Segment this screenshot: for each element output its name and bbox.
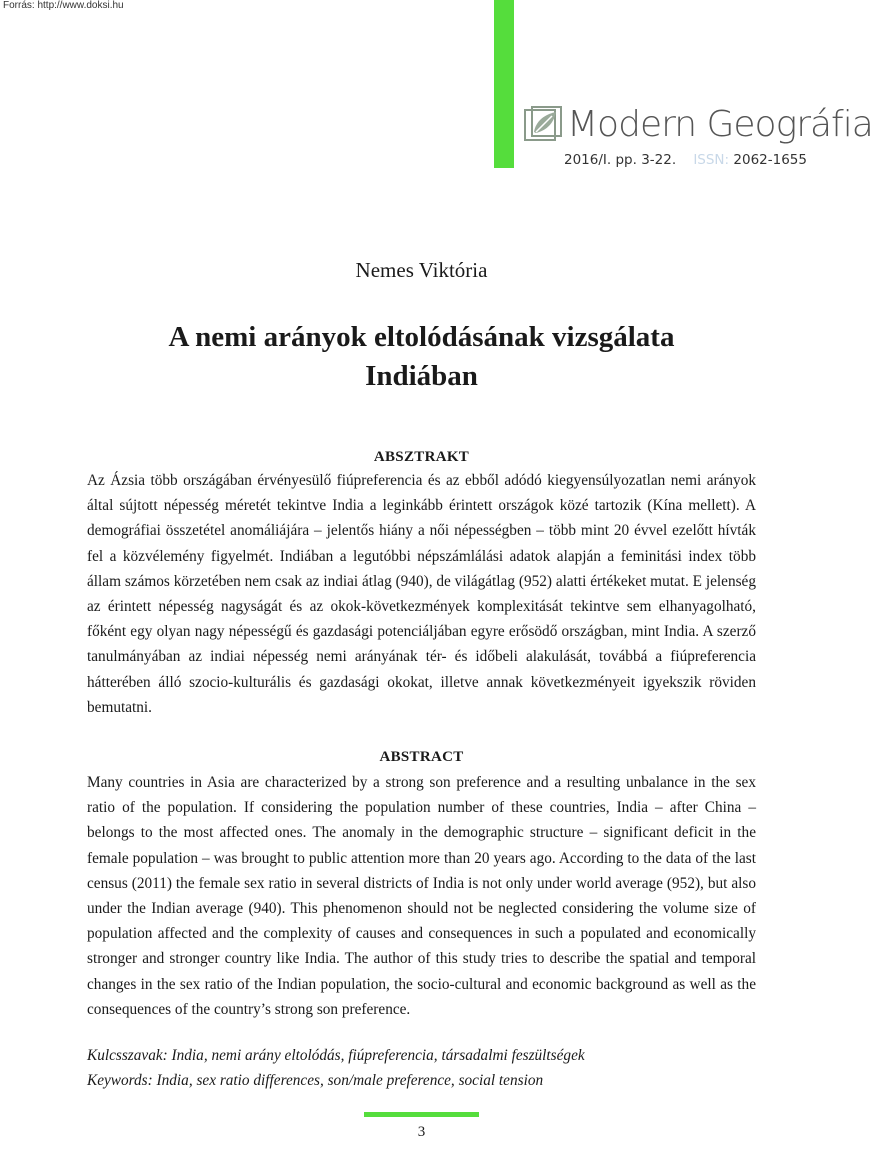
author-name: Nemes Viktória [355, 258, 488, 282]
abstract-hu-text: Az Ázsia több országában érvényesülő fiúpreferencia és az ebből adódó kiegyensúlyozatlan nemi arányok által sújtott népesség méretét tekintve India a leginkább érintett országok közé tartozik (Kína mellett). A demográfiai összetétel anomáliájára – jelentős hiány a női népességben – több mint 20 évvel ezelőtt hívták fel a közvélemény figyelmét. Indiában a legutóbbi népszámlálási adatok alapján a feminitási index több állam számos körzetében nem csak az indiai átlag (940), de világátlag (952) alatti értékeket mutat. E jelenség az érintett népesség nagyságát és az okok-következmények komplexitását tekintve sem elhanyagolható, főként egy olyan nagy népességű és gazdasági potenciáljában egyre erősödő országban, mint India. A szerző tanulmányában az indiai népesség nemi arányának tér- és időbeli alakulását, továbbá a fiúpreferencia hátterében álló szocio-kulturális és gazdasági okokat, illetve annak következményeit igyekszik röviden bemutatni. [87, 472, 756, 716]
header-accent-bar [494, 0, 514, 168]
keywords-hu: Kulcsszavak: India, nemi arány eltolódás, fiúpreferencia, társadalmi feszültségek [87, 1047, 585, 1064]
paper-title [0, 318, 843, 396]
journal-issue-info [564, 152, 807, 168]
journal-issue: 2016/I. pp. 3-22. [564, 152, 677, 168]
title-line-2: Indiában [365, 360, 478, 392]
abstract-en-text: Many countries in Asia are characterized by a strong son preference and a resulting unbalance in the sex ratio of the population. If considering the population number of these countries, India – after China – belongs to the most affected ones. The anomaly in the demographic structure – significant deficit in the female population – was brought to public attention more than 20 years ago. According to the data of the last census (2011) the female sex ratio in several districts of India is not only under world average (952), but also under the Indian average (940). This phenomenon should not be neglected considering the volume size of population affected and the complexity of causes and consequences in such a populated and economically stronger and stronger country like India. The author of this study tries to describe the spatial and temporal changes in the sex ratio of the Indian population, the socio-cultural and economic background as well as the consequences of the country’s strong son preference. [87, 774, 756, 1018]
journal-logo-icon [524, 106, 562, 142]
issn-label: ISSN: [693, 152, 730, 168]
source-url: Forrás: http://www.doksi.hu [3, 0, 124, 11]
footer-accent-bar [364, 1112, 479, 1117]
page-number: 3 [417, 1124, 426, 1140]
journal-name: Modern Geográfia [567, 104, 873, 145]
abstract-hu-heading: ABSZTRAKT [373, 449, 470, 465]
keywords-en: Keywords: India, sex ratio differences, son/male preference, social tension [87, 1072, 544, 1089]
title-line-1: A nemi arányok eltolódásának vizsgálata [168, 321, 675, 353]
issn-value: 2062-1655 [733, 152, 807, 168]
abstract-en-heading: ABSTRACT [379, 749, 464, 765]
